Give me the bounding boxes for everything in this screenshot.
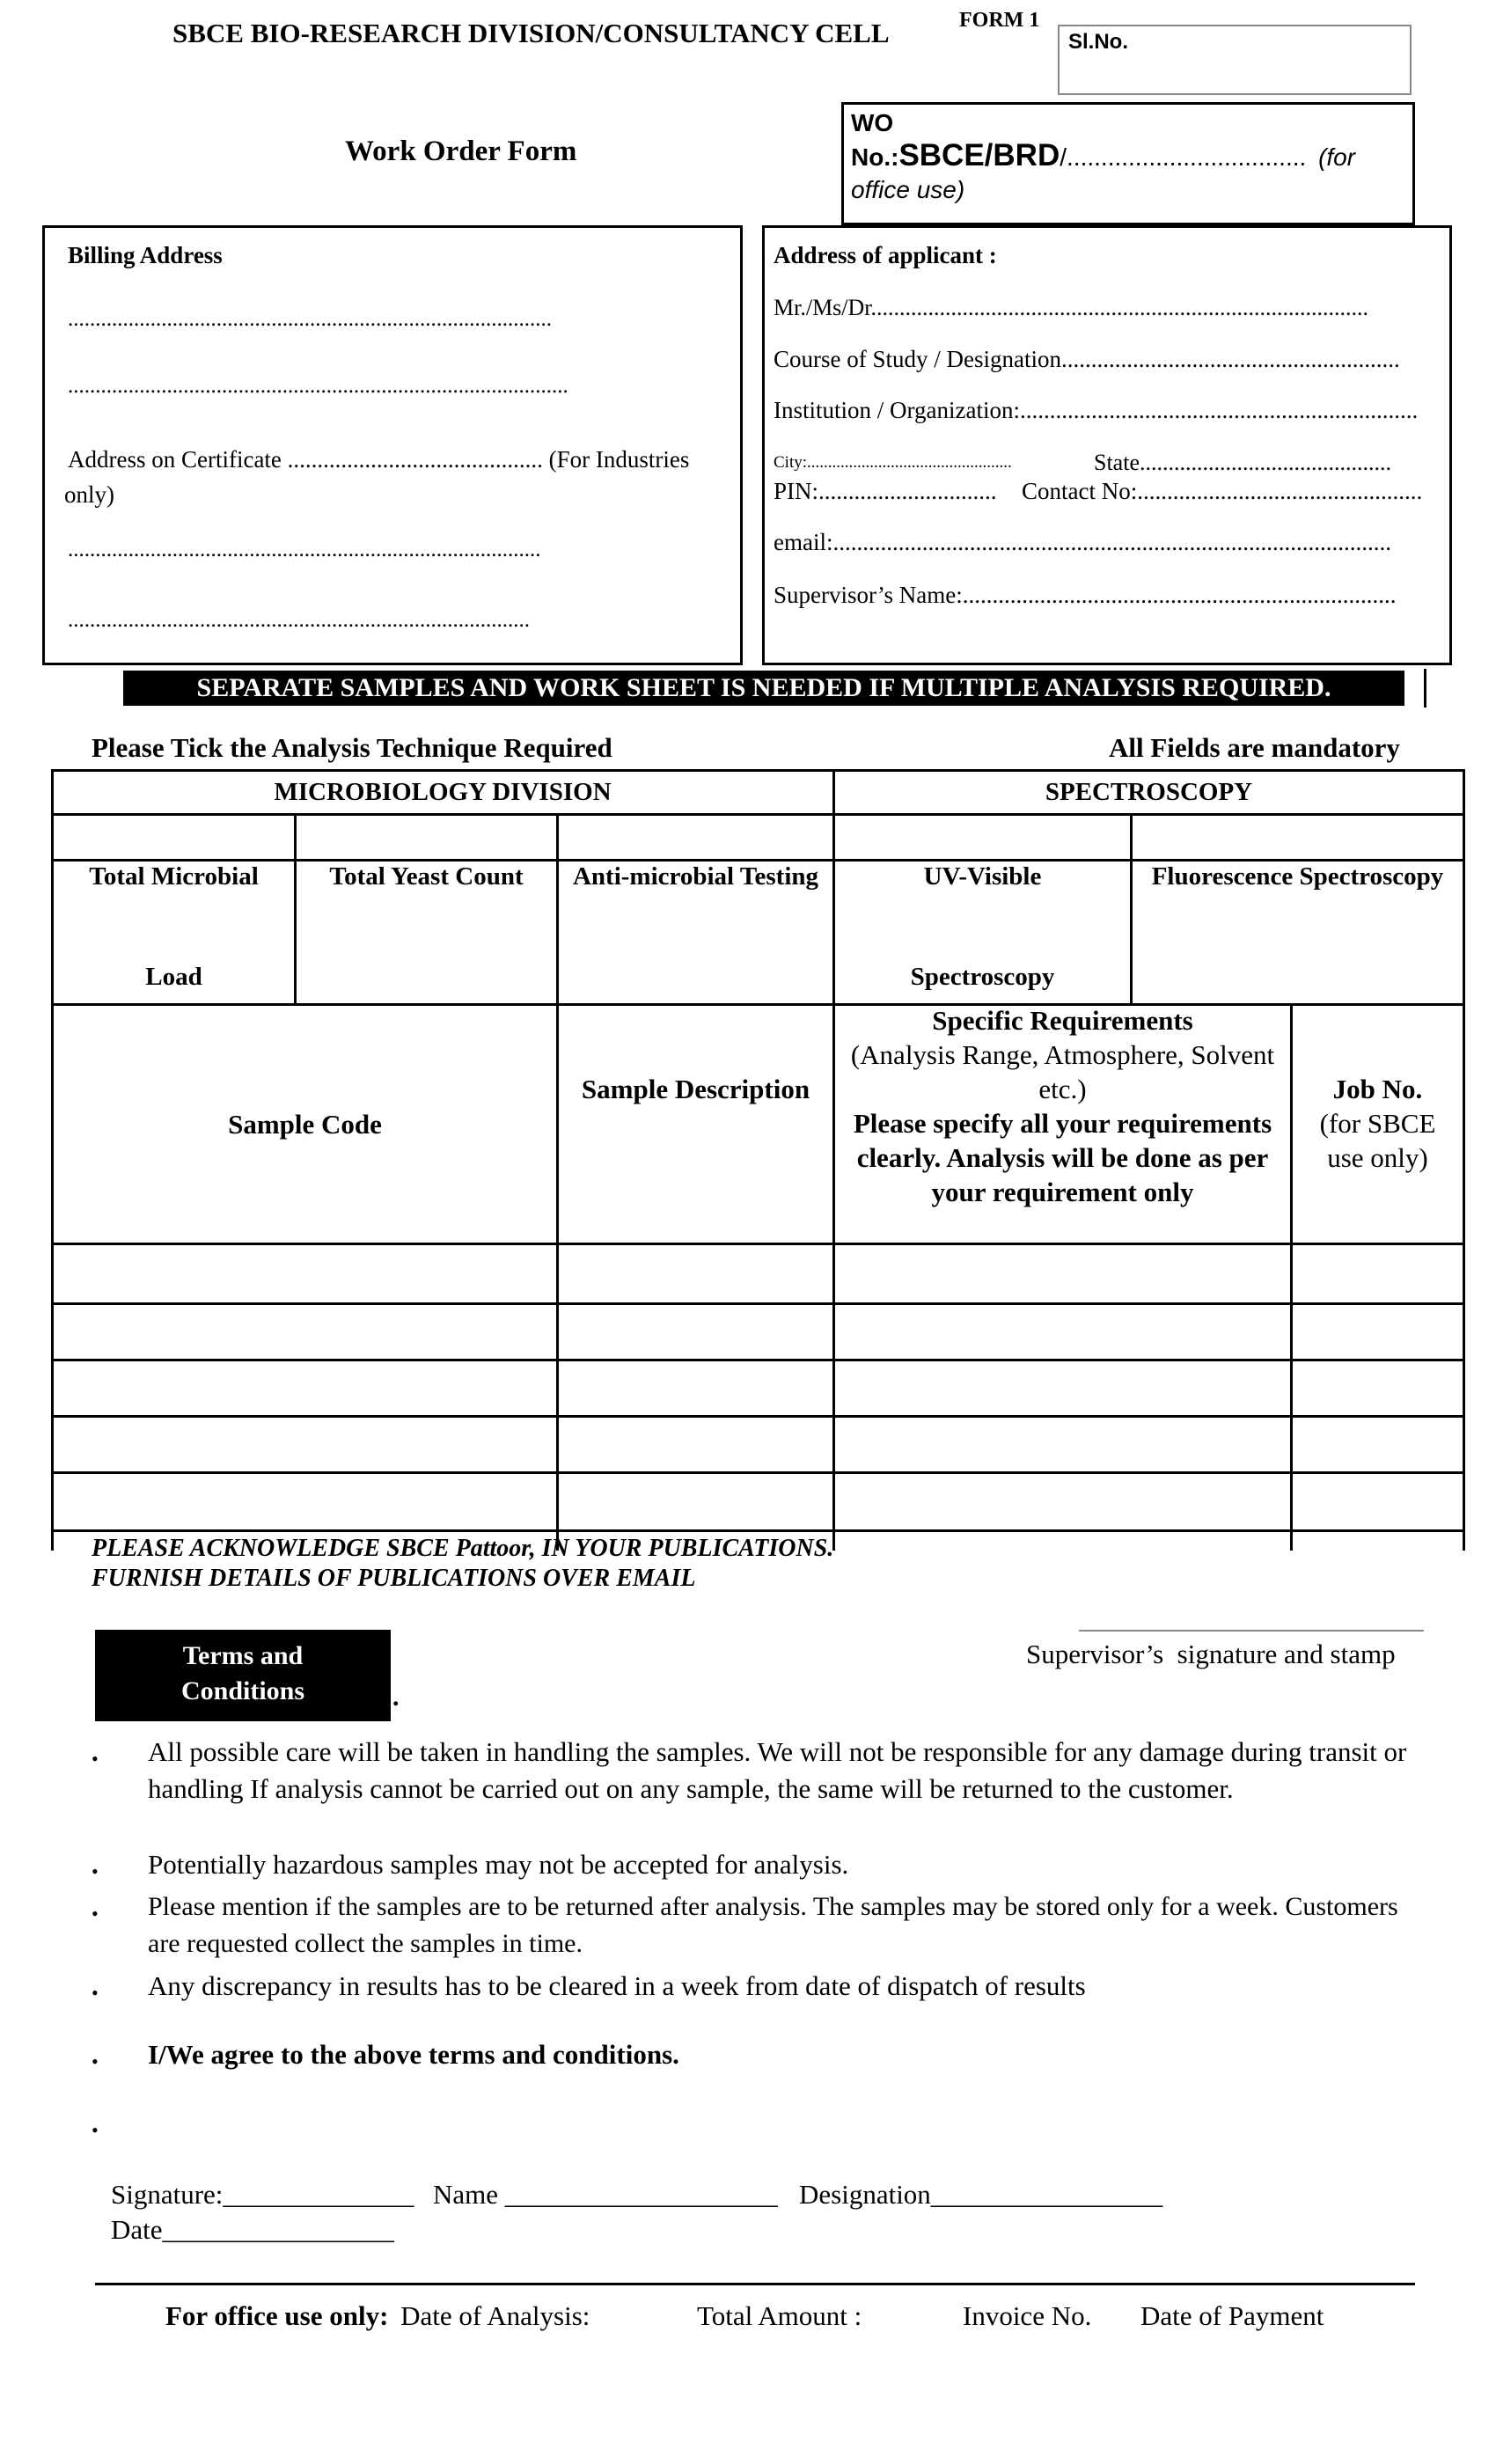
date-of-payment-label: Date of Payment: [1140, 2300, 1324, 2331]
email-field[interactable]: email:..............................................................................................: [774, 529, 1391, 555]
spectroscopy-heading: SPECTROSCOPY: [1045, 778, 1253, 806]
wo-number-dots: /...................................: [1060, 143, 1307, 171]
wo-office-note-2: office use): [851, 176, 965, 203]
applicant-address-box[interactable]: [762, 225, 1452, 665]
invoice-no-label: Invoice No.: [963, 2300, 1092, 2331]
sample-row[interactable]: [54, 1474, 1463, 1529]
state-field[interactable]: State............................................: [1094, 450, 1391, 475]
certificate-line-2[interactable]: ....................................................................................: [68, 608, 530, 632]
tick-analysis-label: Please Tick the Analysis Technique Required: [92, 732, 612, 763]
acknowledge-line-2: FURNISH DETAILS OF PUBLICATIONS OVER EMAIL: [92, 1565, 696, 1592]
col-sample-code: Sample Code: [228, 1108, 382, 1140]
tick-uv-visible[interactable]: [835, 816, 1130, 859]
sample-row[interactable]: [54, 1245, 1463, 1302]
term-item: Any discrepancy in results has to be cleared in a week from date of dispatch of results: [148, 1970, 1086, 2001]
total-amount-label: Total Amount :: [697, 2300, 862, 2331]
certificate-address-label: Address on Certificate ........................................... (For Industries: [68, 446, 690, 473]
billing-line-2[interactable]: ...........................................................................................: [68, 374, 568, 398]
sample-row[interactable]: [54, 1305, 1463, 1359]
wo-label: WO: [851, 109, 894, 136]
separate-samples-notice: SEPARATE SAMPLES AND WORK SHEET IS NEEDED IF MULTIPLE ANALYSIS REQUIRED.: [123, 671, 1404, 706]
billing-line-1[interactable]: ........................................................................................: [68, 307, 552, 331]
contact-no-field[interactable]: Contact No:................................................: [1022, 478, 1423, 504]
wo-prefix: SBCE/BRD: [898, 138, 1060, 172]
agree-statement: I/We agree to the above terms and conditions.: [148, 2039, 679, 2070]
technique-antimicrobial-testing: Anti-microbial Testing: [572, 862, 819, 891]
col-job-no: Job No. (for SBCE use only): [1319, 1074, 1436, 1173]
tick-total-microbial-load[interactable]: [54, 816, 294, 859]
mandatory-fields-label: All Fields are mandatory: [1109, 732, 1400, 763]
office-use-label: For office use only:: [165, 2300, 389, 2331]
city-field[interactable]: City:.................................................: [774, 453, 1012, 472]
term-item: Please mention if the samples are to be returned after analysis. The samples may be stored only for a week. Customers are requested collect the samples in time.: [148, 1892, 1398, 1958]
certificate-address-label-2: only): [64, 481, 114, 508]
billing-address-heading: Billing Address: [68, 242, 223, 268]
office-use-row: [165, 2300, 590, 2332]
supervisor-signature-label: Supervisor’s signature and stamp: [1026, 1639, 1396, 1669]
name-field[interactable]: Name ____________________: [433, 2179, 778, 2210]
sl-no-label: Sl.No.: [1068, 30, 1129, 54]
date-field[interactable]: Date_________________: [111, 2214, 395, 2245]
course-designation-field[interactable]: Course of Study / Designation.........................................................: [774, 346, 1400, 372]
supervisor-name-field[interactable]: Supervisor’s Name:.........................................................................: [774, 582, 1397, 608]
col-sample-description: Sample Description: [581, 1074, 810, 1104]
form-header-title: SBCE BIO-RESEARCH DIVISION/CONSULTANCY CELL: [172, 18, 890, 48]
institution-field[interactable]: Institution / Organization:...................................................................: [774, 397, 1419, 423]
technique-total-microbial-load: Total Microbial Load: [89, 862, 259, 991]
col-specific-requirements: Specific Requirements (Analysis Range, Atmosphere, Solvent etc.) Please specify all your requirements clearly. Analysis will be done as per your requirement only: [850, 1005, 1275, 1207]
designation-field[interactable]: Designation_________________: [799, 2179, 1163, 2210]
technique-uv-visible: UV-Visible Spectroscopy: [910, 862, 1055, 991]
term-item: All possible care will be taken in handling the samples. We will not be responsible for any damage during transit or handling If analysis cannot be carried out on any sample, the same will be returned to the customer.: [148, 1736, 1407, 1804]
date-of-analysis-label: Date of Analysis:: [400, 2300, 590, 2331]
billing-address-box[interactable]: [42, 225, 743, 665]
pin-field[interactable]: PIN:..............................: [774, 478, 997, 504]
sample-row[interactable]: [54, 1418, 1463, 1471]
office-divider: [95, 2283, 1415, 2285]
acknowledge-line-1: PLEASE ACKNOWLEDGE SBCE Pattoor, IN YOUR PUBLICATIONS.: [92, 1535, 834, 1562]
certificate-line-1[interactable]: ......................................................................................: [68, 538, 541, 561]
signature-field[interactable]: Signature:______________: [111, 2179, 414, 2210]
tick-fluorescence[interactable]: [1133, 816, 1463, 859]
applicant-name-field[interactable]: Mr./Ms/Dr.......................................................................................: [774, 295, 1369, 320]
wo-number-box[interactable]: [841, 102, 1415, 225]
wo-no-label: No.:: [851, 143, 899, 171]
work-order-form-title: Work Order Form: [345, 136, 577, 167]
microbiology-division-heading: MICROBIOLOGY DIVISION: [274, 778, 612, 806]
technique-total-yeast-count: Total Yeast Count: [329, 862, 524, 891]
technique-fluorescence: Fluorescence Spectroscopy: [1151, 862, 1444, 891]
sample-row[interactable]: [54, 1361, 1463, 1415]
notice-end-mark: [1424, 669, 1426, 708]
term-item: Potentially hazardous samples may not be accepted for analysis.: [148, 1849, 849, 1880]
form-number: FORM 1: [959, 9, 1040, 32]
tick-total-yeast-count[interactable]: [297, 816, 556, 859]
tick-antimicrobial-testing[interactable]: [559, 816, 832, 859]
sl-no-box[interactable]: [1058, 25, 1412, 95]
wo-office-note: (for: [1318, 143, 1356, 171]
terms-heading: Terms and Conditions: [95, 1630, 391, 1721]
applicant-address-heading: Address of applicant :: [774, 242, 997, 268]
